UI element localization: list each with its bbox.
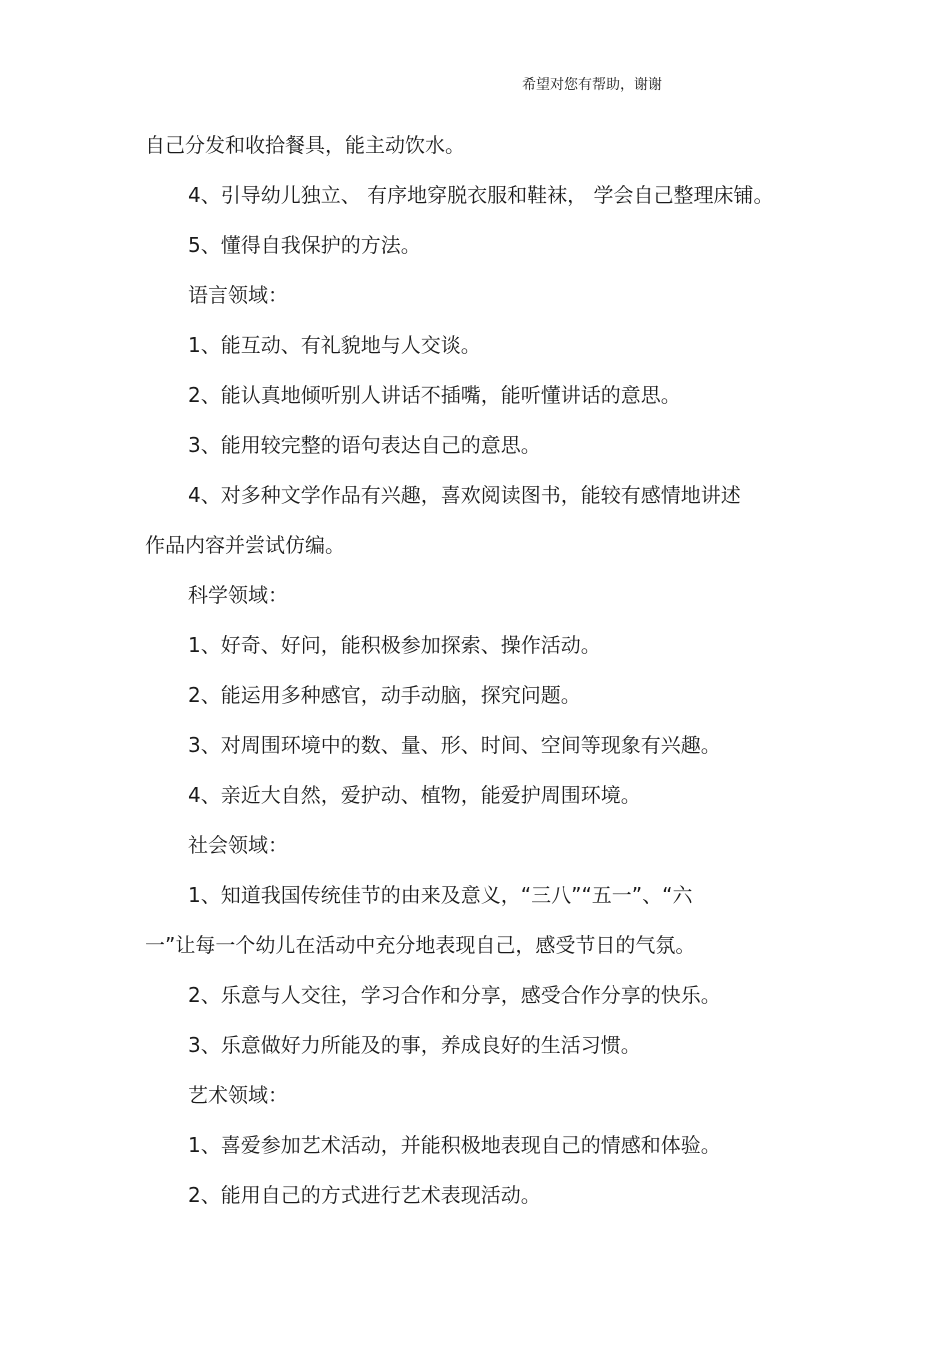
paragraph-continuation: 一”让每一个幼儿在活动中充分地表现自己，感受节日的气氛。: [145, 933, 696, 957]
list-item: 3、乐意做好力所能及的事，养成良好的生活习惯。: [188, 1033, 641, 1057]
list-item: 1、能互动、有礼貌地与人交谈。: [188, 333, 481, 357]
list-item: 3、能用较完整的语句表达自己的意思。: [188, 433, 541, 457]
list-item: 1、知道我国传统佳节的由来及意义，“三八”“五一”、“六: [188, 883, 693, 907]
list-item: 2、能用自己的方式进行艺术表现活动。: [188, 1183, 541, 1207]
section-heading-art: 艺术领域：: [188, 1083, 288, 1107]
list-item: 4、对多种文学作品有兴趣，喜欢阅读图书，能较有感情地讲述: [188, 483, 741, 507]
list-item: 4、引导幼儿独立、 有序地穿脱衣服和鞋袜， 学会自己整理床铺。: [188, 183, 774, 207]
list-item: 4、亲近大自然，爱护动、植物，能爱护周围环境。: [188, 783, 641, 807]
list-item: 2、能运用多种感官，动手动脑，探究问题。: [188, 683, 581, 707]
list-item: 2、能认真地倾听别人讲话不插嘴，能听懂讲话的意思。: [188, 383, 681, 407]
paragraph-continuation: 作品内容并尝试仿编。: [145, 533, 345, 557]
section-heading-science: 科学领域：: [188, 583, 288, 607]
paragraph-continuation: 自己分发和收拾餐具，能主动饮水。: [145, 133, 465, 157]
section-heading-language: 语言领域：: [188, 283, 288, 307]
section-heading-society: 社会领域：: [188, 833, 288, 857]
header-note: 希望对您有帮助，谢谢: [522, 77, 662, 93]
list-item: 1、喜爱参加艺术活动，并能积极地表现自己的情感和体验。: [188, 1133, 721, 1157]
list-item: 3、对周围环境中的数、量、形、时间、空间等现象有兴趣。: [188, 733, 721, 757]
list-item: 2、乐意与人交往，学习合作和分享，感受合作分享的快乐。: [188, 983, 721, 1007]
list-item: 1、好奇、好问，能积极参加探索、操作活动。: [188, 633, 601, 657]
list-item: 5、懂得自我保护的方法。: [188, 233, 421, 257]
